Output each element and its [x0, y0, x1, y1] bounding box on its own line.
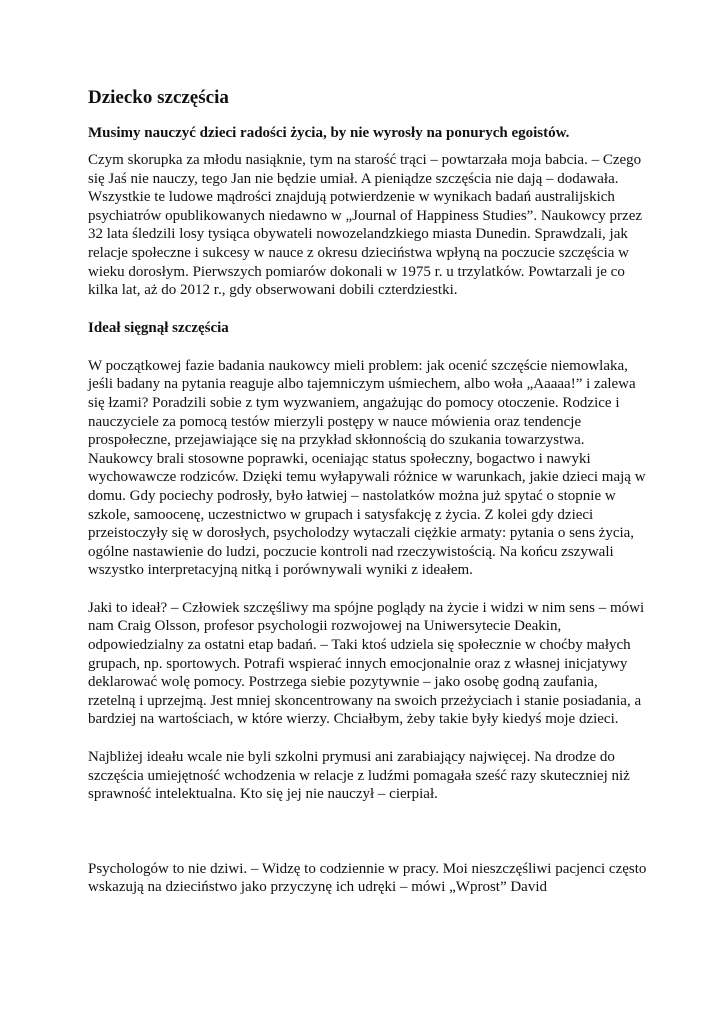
body-paragraph-3: Najbliżej ideału wcale nie byli szkolni prymusi ani zarabiający najwięcej. Na drodze do szczęścia umiejętność wchodzenia w relacje z ludźmi pomagała sześć razy skuteczniej niż sprawność intelektualna. Kto się jej nie nauczył – cierpiał. [88, 749, 630, 803]
section-heading: Ideał sięgnął szczęścia [88, 319, 229, 336]
document-page [88, 86, 648, 916]
blank-spacer [88, 823, 648, 860]
body-paragraph-4: Psychologów to nie dziwi. – Widzę to codziennie w pracy. Moi nieszczęśliwi pacjenci często wskazują na dzieciństwo jako przyczynę ich udręki – mówi „Wprost” David [88, 860, 647, 896]
article-title: Dziecko szczęścia [88, 87, 229, 108]
intro-paragraph: Czym skorupka za młodu nasiąknie, tym na starość trąci – powtarzała moja babcia. – Czego się Jaś nie nauczy, tego Jan nie będzie umiał. A pieniądze szczęścia nie dają – dodawała. Wszystkie te ludowe mądrości znajdują potwierdzenie w wynikach badań australijskich psychiatrów opublikowanych niedawno w „Journal of Happiness Studies”. Naukowcy przez 32 lata śledzili losy tysiąca obywateli nowozelandzkiego miasta Dunedin. Sprawdzali, jak relacje społeczne i sukcesy w nauce z okresu dzieciństwa wpłyną na poczucie szczęścia w wieku dorosłym. Pierwszych pomiarów dokonali w 1975 r. u trzylatków. Powtarzali je co kilka lat, aż do 2012 r., gdy obserwowani dobili czterdziestki. [88, 152, 643, 299]
body-paragraph-1: W początkowej fazie badania naukowcy mieli problem: jak ocenić szczęście niemowlaka, jeśli badany na pytania reaguje albo tajemniczym uśmiechem, albo woła „Aaaaa!” i zalewa się łzami? Poradzili sobie z tym wyzwaniem, angażując do pomocy otoczenie. Rodzice i nauczyciele za pomocą testów mierzyli postępy w nauce mówienia oraz tendencje prospołeczne, przejawiające się na przykład skłonnością do szukania towarzystwa. Naukowcy brali stosowne poprawki, oceniając status społeczny, bogactwo i nawyki wychowawcze rodziców. Dzięki temu wyłapywali różnice w warunkach, jakie dzieci mają w domu. Gdy pociechy podrosły, było łatwiej – nastolatków można już spytać o stopnie w szkole, samoocenę, uczestnictwo w grupach i satysfakcję z życia. Z kolei gdy dzieci przeistoczyły się w dorosłych, psycholodzy wytaczali ciężkie armaty: pytania o sens życia, ogólne nastawienie do ludzi, poczucie kontroli nad rzeczywistością. Na końcu zszywali wszystko interpretacyjną nitką i porównywali wyniki z ideałem. [88, 357, 646, 579]
body-paragraph-2: Jaki to ideał? – Człowiek szczęśliwy ma spójne poglądy na życie i widzi w nim sens – mówi nam Craig Olsson, profesor psychologii rozwojowej na Uniwersytecie Deakin, odpowiedzialny za ostatni etap badań. – Taki ktoś udziela się społecznie w choćby małych grupach, np. sportowych. Potrafi wspierać innych emocjonalnie oraz z własnej inicjatywy deklarować wolę pomocy. Postrzega siebie pozytywnie – jako osobę godną zaufania, rzetelną i uprzejmą. Jest mniej skoncentrowany na swoich przeżyciach i stanie posiadania, a bardziej na wartościach, w które wierzy. Chciałbym, żeby takie były kiedyś moje dzieci. [88, 599, 645, 728]
article-lead: Musimy nauczyć dzieci radości życia, by nie wyrosły na ponurych egoistów. [88, 125, 570, 141]
